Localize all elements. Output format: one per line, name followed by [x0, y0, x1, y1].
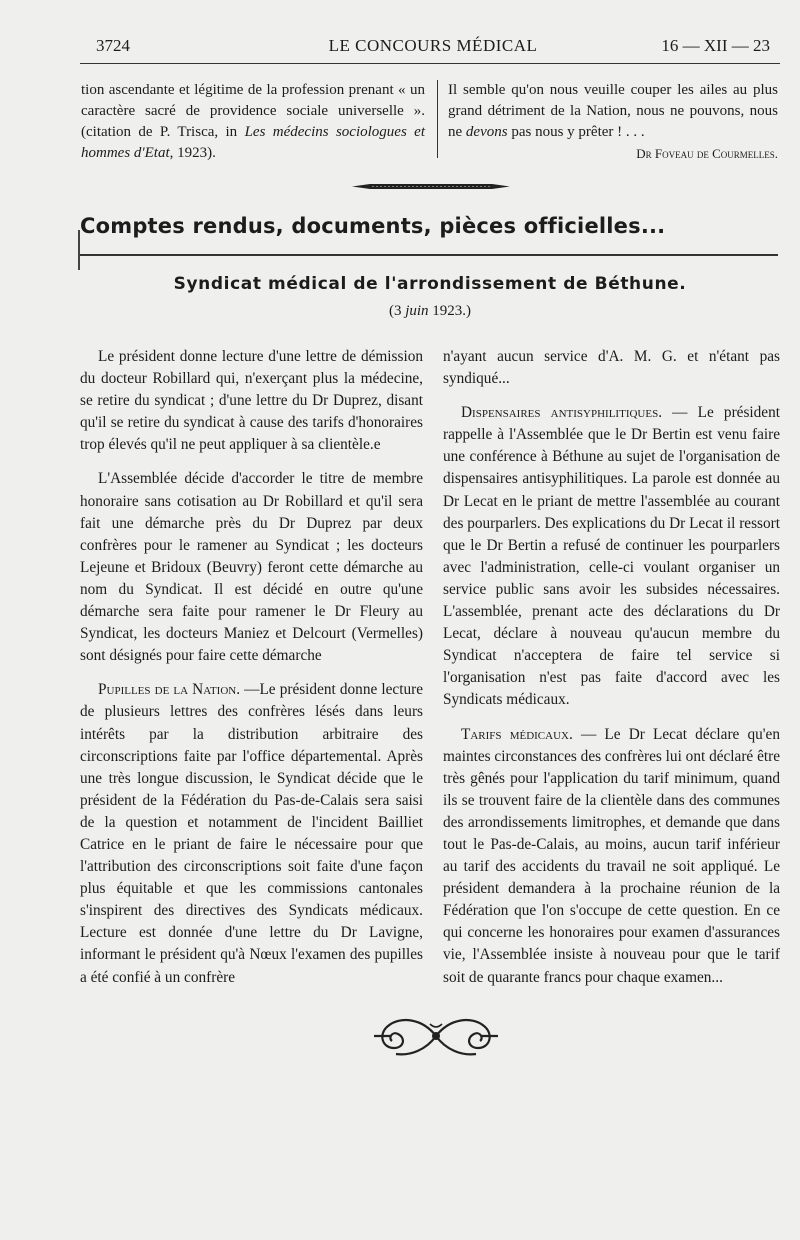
header-rule: [80, 63, 780, 64]
article-date: (3 juin 1923.): [388, 303, 472, 319]
left-column: [80, 346, 423, 1001]
issue-date: 16 — XII — 23: [661, 36, 770, 55]
right-column: [443, 346, 780, 1001]
tailpiece-ornament-icon: [370, 1010, 502, 1062]
journal-title: LE CONCOURS MÉDICAL: [328, 36, 538, 55]
section-heading: Comptes rendus, documents, pièces officielles...: [80, 214, 666, 238]
section-rule: [80, 254, 778, 256]
rule-ornament-icon: [352, 183, 510, 190]
top-left-continuation: tion ascendante et légitime de la profession prenant « un caractère sacré de providence sociale universelle ». (citation de P. Trisca, in Les médecins sociologues et hommes d'Etat, 1923).: [81, 82, 425, 161]
signature: Dr Foveau de Courmelles.: [636, 146, 778, 161]
paragraph-pupilles: Pupilles de la Nation. —Le président donne lecture de plusieurs lettres des confrères lésés dans leurs intérêts par la distribution arbitraire des circonscriptions faite par l'office départemental. Après une très longue discussion, le Syndicat décide que le président de la Fédération du Pas-de-Calais sera saisi de la question et notamment de l'incident Bailliet Catrice en le priant de faire le nécessaire pour que l'attribution des circonscriptions soit faite d'une façon plus équitable et que les commissions cantonales s'inspirent des directives des Syndicats médicaux. Lecture est donnée d'une lettre du Dr Lavigne, informant le président qu'à Nœux l'examen des pupilles a été confié à un confrère: [80, 681, 423, 986]
article-title: Syndicat médical de l'arrondissement de Béthune.: [173, 274, 687, 294]
paragraph-assemblee: L'Assemblée décide d'accorder le titre de membre honoraire sans cotisation au Dr Robillard et qu'il sera fait une démarche près du Dr Duprez par deux confrères pour le ramener au Syndicat ; les docteurs Lejeune et Bridoux (Beuvry) feront cette démarche au nom du Syndicat. Il est décidé en outre qu'une démarche sera faite pour ramener le Dr Fleury au Syndicat, les docteurs Maniez et Delcourt (Vermelles) sont désignés pour faire cette démarche: [80, 470, 423, 665]
paragraph-tarifs: Tarifs médicaux. — Le Dr Lecat déclare qu'en maintes circonstances des confrères lui ont déclaré être très gênés pour l'application du tarif minimum, quand ils se trouvent faire de la clientèle dans des communes des arrondissements limitrophes, et demande que dans tout le Pas-de-Calais, au moins, aucun tarif inférieur au tarif des accidents du travail ne soit appliqué. Le président demandera à la prochaine réunion de la Fédération que l'on s'occupe de cette question. En ce qui concerne les honoraires pour examen d'assurances vie, l'Assemblée insiste à nouveau pour que le tarif soit de quarante francs pour chaque examen...: [443, 725, 780, 986]
paragraph-dispensaires: Dispensaires antisyphilitiques. — Le président rappelle à l'Assemblée que le Dr Bertin est venu faire une conférence à Béthune au sujet de l'organisation de dispensaires antisyphilitiques. La parole est donnée au Dr Lecat en le priant de mettre l'assemblée au courant des pourparlers. Des explications du Dr Lecat il ressort que le Dr Bertin a refusé de continuer les pourparlers avec l'administration, celle-ci voulant organiser un service public sans avoir les subsides nécessaires. L'assemblée, prenant acte des déclarations du Dr Lecat, déclare à nouveau qu'aucun membre du Syndicat n'acceptera de faire tel service si l'organisation n'est pas faite d'accord avec les Syndicats médicaux.: [443, 404, 780, 709]
paragraph-continuation: n'ayant aucun service d'A. M. G. et n'étant pas syndiqué...: [443, 348, 780, 388]
paragraph-demission: Le président donne lecture d'une lettre de démission du docteur Robillard qui, n'exerçant plus la médecine, se retire du syndicat ; d'une lettre du Dr Duprez, disant qu'il se retire du syndicat à cause des tarifs d'honoraires trop élevés qu'il ne peut appliquer à sa clientèle.e: [80, 348, 423, 454]
column-divider: [437, 80, 438, 158]
top-right-continuation: Il semble qu'on nous veuille couper les ailes au plus grand détriment de la Nation, nous ne pouvons, nous ne devons pas nous y prêter ! . . . Dr Foveau de Courmelles.: [448, 80, 778, 164]
page-number: 3724: [96, 36, 130, 55]
running-header: [96, 36, 770, 62]
